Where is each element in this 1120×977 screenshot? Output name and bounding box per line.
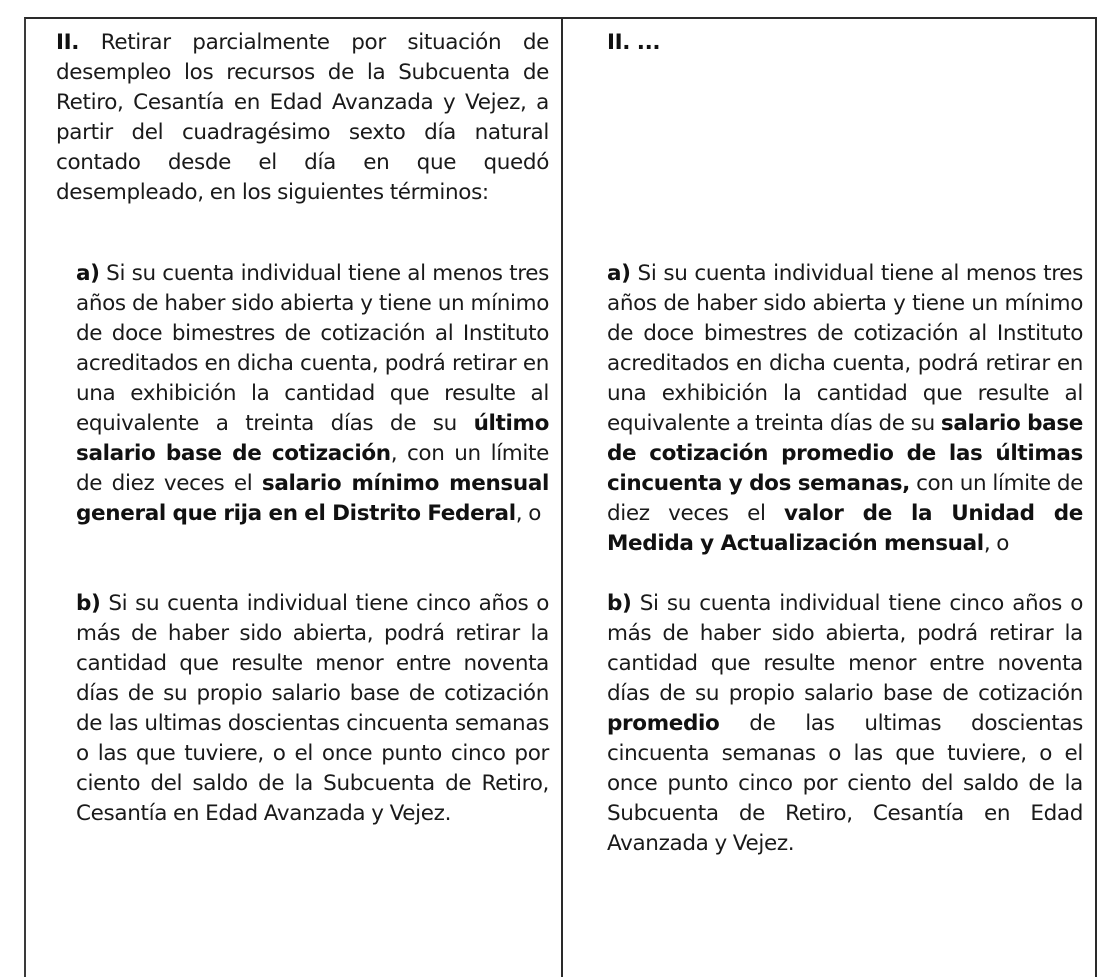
clause-a	[56, 259, 549, 589]
highlight-text: último salario base de cotización	[76, 411, 549, 466]
clause-text: de las ultimas doscientas cincuenta semanas o las que tuviere, o el once punto cinco por ciento del saldo de la Subcuenta de Retiro, Cesantía en Edad Avanzada y Vejez.	[607, 711, 1083, 856]
section-numeral: II.	[56, 30, 80, 55]
clause-text: Si su cuenta individual tiene al menos tres años de haber sido abierta y tiene un mínimo de doce bimestres de cotización al Instituto acreditados en dicha cuenta, podrá retirar en una exhibición la cantidad que resulte al equivalente a treinta días de su	[76, 261, 549, 436]
highlight-text: valor de la Unidad de Medida y Actualización mensual	[607, 501, 1084, 556]
clause-text: , con un límite de diez veces el	[76, 441, 549, 496]
clause-label: b)	[607, 591, 632, 616]
comparison-table	[24, 17, 1097, 977]
highlight-text: salario mínimo mensual general que rija en el Distrito Federal	[76, 471, 549, 526]
highlight-text: salario base de cotización promedio de las últimas cincuenta y dos semanas,	[607, 411, 1083, 496]
clause-text: , o	[515, 501, 542, 526]
clause-b	[56, 589, 549, 829]
clause-text: , o	[983, 531, 1010, 556]
current-text-column	[26, 19, 563, 977]
clause-text: con un límite de diez veces el	[607, 471, 1084, 526]
clause-label: b)	[76, 591, 101, 616]
intro-text: Retirar parcialmente por situación de desempleo los recursos de la Subcuenta de Retiro, Cesantía en Edad Avanzada y Vejez, a partir del cuadragésimo sexto día natural contado desde el día en que quedó desempleado, en los siguientes términos:	[56, 30, 549, 205]
clause-text: Si su cuenta individual tiene cinco años o más de haber sido abierta, podrá retirar la cantidad que resulte menor entre noventa días de su propio salario base de cotización de las ultimas doscientas cincuenta semanas o las que tuviere, o el once punto cinco por ciento del saldo de la Subcuenta de Retiro, Cesantía en Edad Avanzada y Vejez.	[76, 591, 549, 826]
reformed-text-column	[563, 19, 1095, 977]
clause-label: a)	[76, 261, 100, 286]
clause-b	[607, 589, 1083, 859]
section-ii-intro	[56, 28, 549, 232]
section-ii-intro	[607, 28, 1083, 232]
section-numeral: II. ...	[607, 30, 661, 55]
clause-text: Si su cuenta individual tiene al menos tres años de haber sido abierta y tiene un mínimo de doce bimestres de cotización al Instituto acreditados en dicha cuenta, podrá retirar en una exhibición la cantidad que resulte al equivalente a treinta días de su	[607, 261, 1083, 436]
clause-a	[607, 259, 1083, 589]
clause-label: a)	[607, 261, 631, 286]
highlight-text: promedio	[607, 711, 720, 736]
clause-text: Si su cuenta individual tiene cinco años o más de haber sido abierta, podrá retirar la cantidad que resulte menor entre noventa días de su propio salario base de cotización	[607, 591, 1083, 706]
